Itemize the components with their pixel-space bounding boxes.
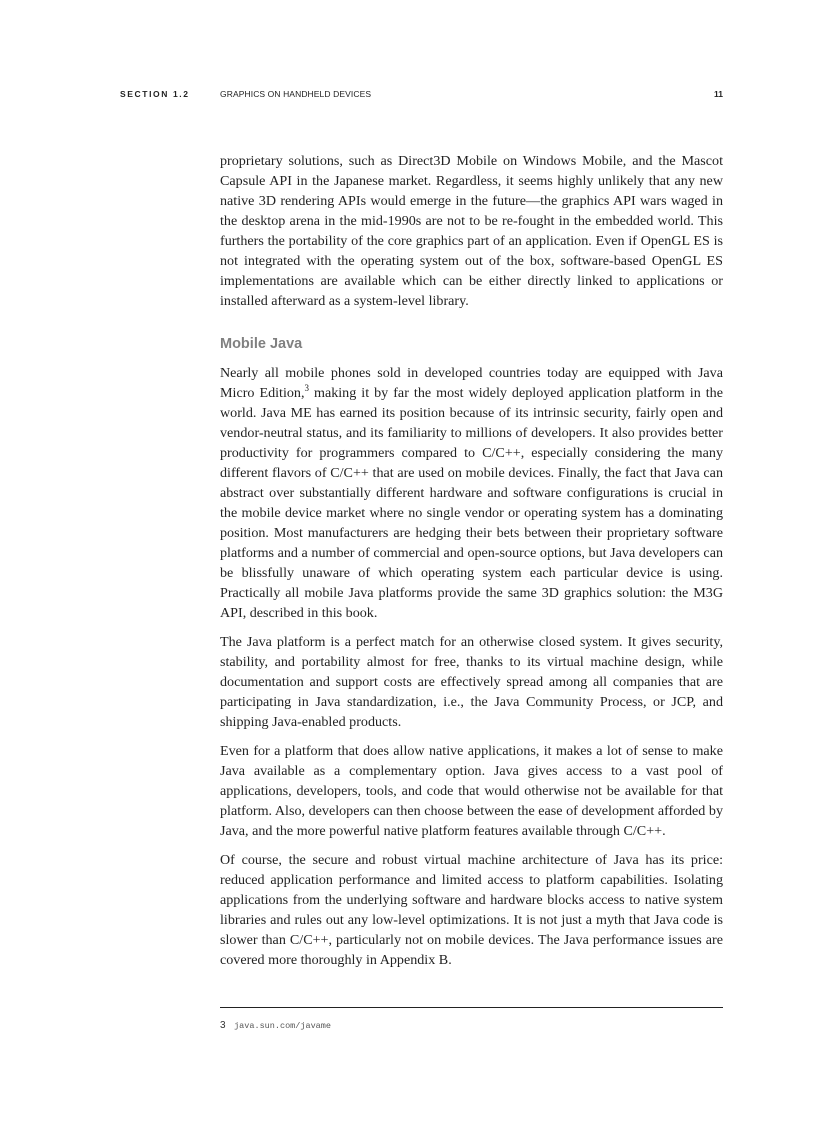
paragraph-4: Of course, the secure and robust virtual machine architecture of Java has its price: reduced application performance and limited access to platform capabilities. Isolating applications from the underlying software and hardware blocks access to native system libraries and rules out any low-level optimizations. It is not just a myth that Java code is slower than C/C++, particularly not on mobile devices. The Java performance issues are covered more thoroughly in Appendix B. [220, 852, 723, 968]
paragraph-1 [220, 363, 723, 623]
paragraph-3: Even for a platform that does allow native applications, it makes a lot of sense to make Java available as a complementary option. Java gives access to a vast pool of applications, developers, tools, and code that would otherwise not be available for that platform. Also, developers can then choose between the ease of development afforded by Java, and the more powerful native platform features available through C/C++. [220, 743, 723, 839]
running-head [120, 89, 723, 103]
footnote-link: java.sun.com/javame [234, 1021, 331, 1031]
footnote [220, 1020, 723, 1031]
paragraph-intro: proprietary solutions, such as Direct3D Mobile on Windows Mobile, and the Mascot Capsule API in the Japanese market. Regardless, it seems highly unlikely that any new native 3D rendering APIs would emerge in the future—the graphics API wars waged in the desktop arena in the mid-1990s are not to be re-fought in the embedded world. This furthers the portability of the core graphics part of an application. Even if OpenGL ES is not integrated with the operating system out of the box, software-based OpenGL ES implementations are available which can be either directly linked to applications or installed afterward as a system-level library. [220, 153, 723, 309]
footnote-divider [220, 1007, 723, 1008]
section-label: SECTION 1.2 [120, 89, 190, 99]
paragraph-2: The Java platform is a perfect match for an otherwise closed system. It gives security, stability, and portability almost for free, thanks to its virtual machine design, while documentation and support costs are effectively spread among all companies that are participating in Java standardization, i.e., the Java Community Process, or JCP, and shipping Java-enabled products. [220, 634, 723, 730]
chapter-title: GRAPHICS ON HANDHELD DEVICES [220, 89, 372, 99]
footnote-number: 3 [220, 1020, 226, 1031]
paragraph-1-text-b: making it by far the most widely deployed application platform in the world. Java ME has earned its position because of its intrinsic security, fairly open and vendor-neutral status, and its familiarity to millions of developers. It also provides better productivity for programmers compared to C/C++, especially considering the many different flavors of C/C++ that are used on mobile devices. Finally, the fact that Java can abstract over substantially different hardware and software configurations is crucial in the mobile device market where no single vendor or operating system has a dominating position. Most manufacturers are hedging their bets between their proprietary software platforms and a number of commercial and open-source options, but Java developers can be blissfully unaware of which operating system each particular device is using. Practically all mobile Java platforms provide the same 3D graphics solution: the M3G API, described in this book. [220, 385, 723, 621]
footnote-reference: 3 [304, 383, 309, 393]
section-heading: Mobile Java [220, 336, 303, 352]
body-text [220, 151, 723, 979]
paragraph-1-text-a: Nearly all mobile phones sold in developed countries today are equipped with Java Micro Edition, [220, 365, 723, 401]
page-number: 11 [714, 89, 723, 99]
